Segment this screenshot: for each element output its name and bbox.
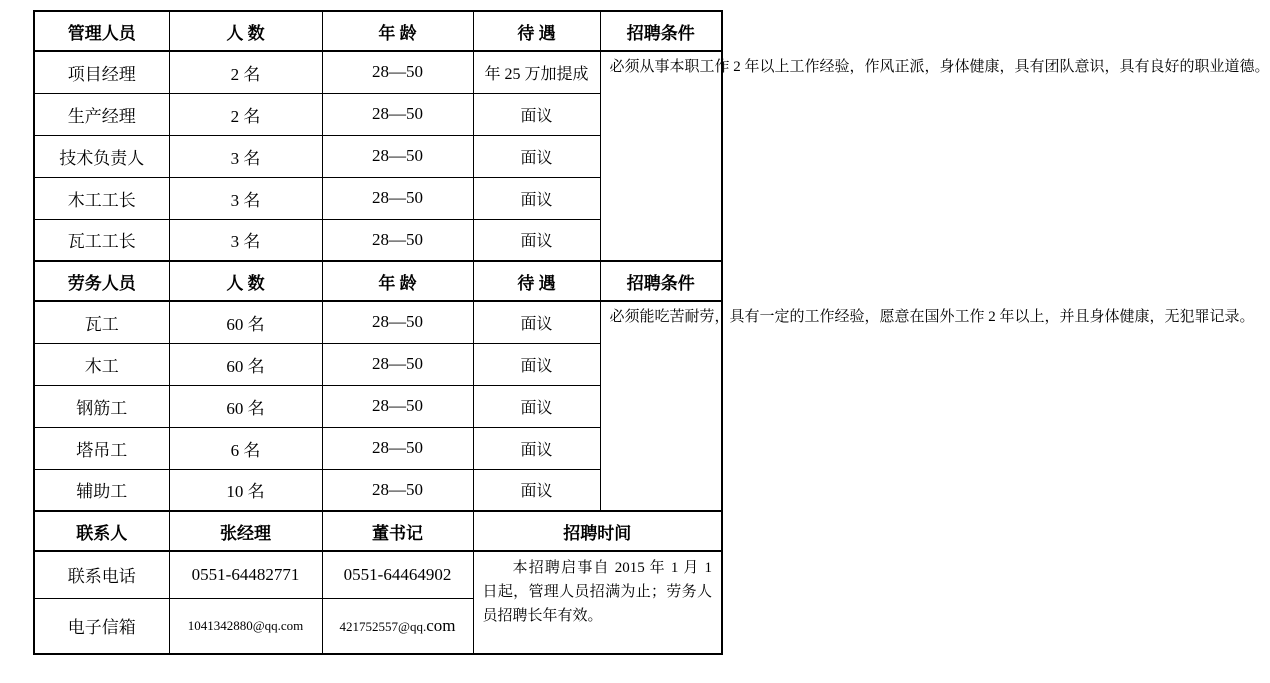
- labor-conditions-cell: 必须能吃苦耐劳，具有一定的工作经验，愿意在国外工作 2 年以上，并且身体健康，无犯罪记录。: [600, 301, 722, 511]
- email-cell-2: [322, 598, 473, 654]
- contact-person-1: 张经理: [169, 511, 322, 551]
- management-section-title: 管理人员: [34, 11, 169, 51]
- phone-label-cell: 联系电话: [34, 551, 169, 598]
- count-cell: 6 名: [169, 427, 322, 469]
- pay-cell: 面议: [473, 135, 600, 177]
- email-label-cell: 电子信箱: [34, 598, 169, 654]
- conditions-column-header: 招聘条件: [600, 11, 722, 51]
- job-row-project-manager: [34, 51, 722, 93]
- count-cell: 10 名: [169, 469, 322, 511]
- job-row-mason: [34, 301, 722, 343]
- email-2-suffix: com: [426, 615, 456, 635]
- count-cell: 2 名: [169, 51, 322, 93]
- pay-column-header: 待 遇: [473, 11, 600, 51]
- time-header-cell: 招聘时间: [473, 511, 722, 551]
- job-title-cell: 项目经理: [34, 51, 169, 93]
- age-cell: 28—50: [322, 385, 473, 427]
- age-cell: 28—50: [322, 93, 473, 135]
- count-cell: 3 名: [169, 135, 322, 177]
- count-cell: 60 名: [169, 385, 322, 427]
- time-text-cell: [473, 551, 722, 654]
- count-cell: 2 名: [169, 93, 322, 135]
- phone-row: [34, 551, 722, 598]
- labor-header-row: [34, 261, 722, 301]
- count-cell: 3 名: [169, 219, 322, 261]
- pay-cell: 面议: [473, 385, 600, 427]
- job-title-cell: 钢筋工: [34, 385, 169, 427]
- job-title-cell: 木工: [34, 343, 169, 385]
- phone-cell-1: 0551-64482771: [169, 551, 322, 598]
- labor-section-title: 劳务人员: [34, 261, 169, 301]
- job-title-cell: 生产经理: [34, 93, 169, 135]
- pay-cell: 面议: [473, 343, 600, 385]
- pay-cell: 面议: [473, 301, 600, 343]
- count-column-header: 人 数: [169, 11, 322, 51]
- job-title-cell: 辅助工: [34, 469, 169, 511]
- time-text: 本招聘启事自 2015 年 1 月 1 日起，管理人员招满为止；劳务人员招聘长年有效。: [482, 560, 712, 624]
- job-title-cell: 塔吊工: [34, 427, 169, 469]
- pay-cell: 年 25 万加提成: [473, 51, 600, 93]
- job-title-cell: 瓦工: [34, 301, 169, 343]
- management-conditions-cell: 必须从事本职工作 2 年以上工作经验，作风正派，身体健康，具有团队意识，具有良好的职业道德。: [600, 51, 722, 261]
- age-column-header: 年 龄: [322, 261, 473, 301]
- job-title-cell: 瓦工工长: [34, 219, 169, 261]
- age-cell: 28—50: [322, 343, 473, 385]
- count-cell: 60 名: [169, 343, 322, 385]
- pay-cell: 面议: [473, 469, 600, 511]
- job-title-cell: 技术负责人: [34, 135, 169, 177]
- age-cell: 28—50: [322, 219, 473, 261]
- contact-header-row: [34, 511, 722, 551]
- count-cell: 60 名: [169, 301, 322, 343]
- age-cell: 28—50: [322, 177, 473, 219]
- pay-cell: 面议: [473, 93, 600, 135]
- phone-cell-2: 0551-64464902: [322, 551, 473, 598]
- conditions-column-header: 招聘条件: [600, 261, 722, 301]
- email-2-prefix: 421752557@qq.: [339, 618, 427, 634]
- count-cell: 3 名: [169, 177, 322, 219]
- management-header-row: [34, 11, 722, 51]
- age-cell: 28—50: [322, 427, 473, 469]
- count-column-header: 人 数: [169, 261, 322, 301]
- pay-cell: 面议: [473, 219, 600, 261]
- pay-cell: 面议: [473, 427, 600, 469]
- pay-cell: 面议: [473, 177, 600, 219]
- contact-label: 联系人: [34, 511, 169, 551]
- email-cell-1: 1041342880@qq.com: [169, 598, 322, 654]
- recruitment-table: [33, 10, 1270, 655]
- age-cell: 28—50: [322, 51, 473, 93]
- contact-person-2: 董书记: [322, 511, 473, 551]
- age-cell: 28—50: [322, 301, 473, 343]
- age-column-header: 年 龄: [322, 11, 473, 51]
- age-cell: 28—50: [322, 135, 473, 177]
- pay-column-header: 待 遇: [473, 261, 600, 301]
- age-cell: 28—50: [322, 469, 473, 511]
- job-title-cell: 木工工长: [34, 177, 169, 219]
